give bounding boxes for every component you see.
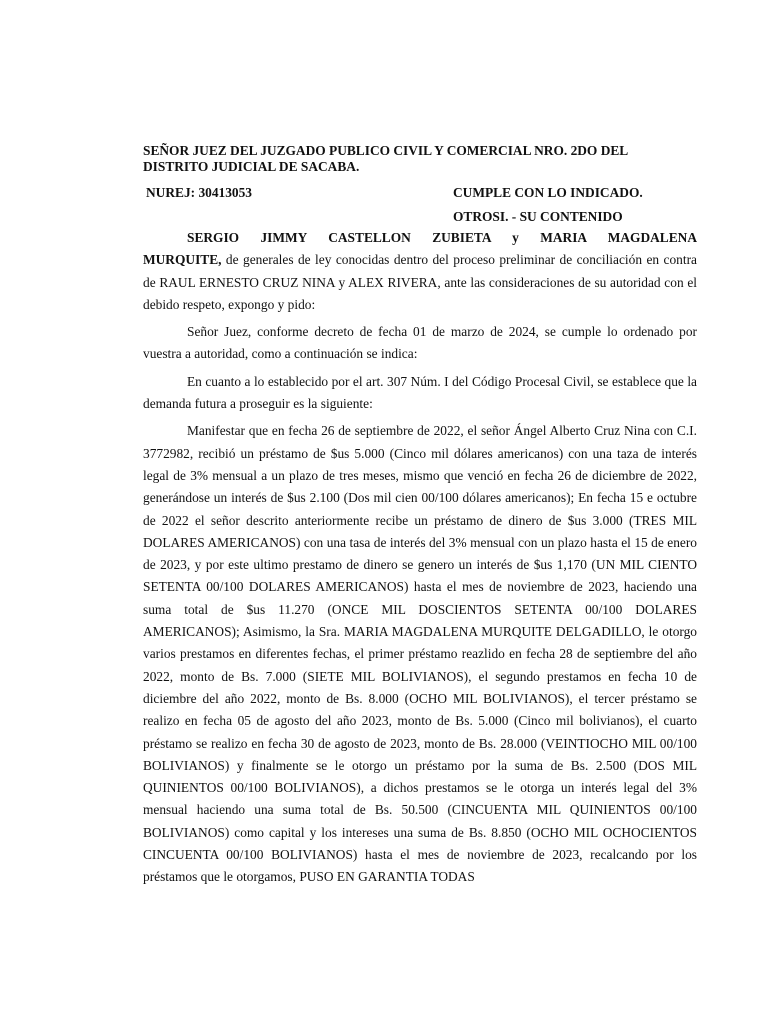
meta-spacer bbox=[143, 209, 453, 225]
sumilla-row bbox=[143, 209, 697, 225]
court-heading-line-2: DISTRITO JUDICIAL DE SACABA. bbox=[143, 159, 360, 174]
decree-paragraph: Señor Juez, conforme decreto de fecha 01 de marzo de 2024, se cumple lo ordenado por vuestra a autoridad, como a continuación se indica: bbox=[143, 324, 697, 362]
parties-surname: MURQUITE, bbox=[143, 252, 222, 268]
article-paragraph: En cuanto a lo establecido por el art. 307 Núm. I del Código Procesal Civil, se establece que la demanda futura a proseguir es la siguiente: bbox=[143, 373, 697, 412]
court-heading-line-1: SEÑOR JUEZ DEL JUZGADO PUBLICO CIVIL Y COMERCIAL NRO. 2DO DEL bbox=[143, 143, 629, 158]
nurej-number: NUREJ: 30413053 bbox=[146, 185, 253, 200]
case-info-row bbox=[143, 185, 697, 201]
document-body bbox=[143, 143, 697, 889]
sumilla-line-1: CUMPLE CON LO INDICADO. bbox=[453, 185, 643, 200]
parties-names: SERGIO JIMMY CASTELLON ZUBIETA y MARIA MAGDALENA bbox=[187, 230, 697, 245]
parties-continuation bbox=[143, 249, 697, 316]
court-heading bbox=[143, 143, 697, 175]
facts-paragraph: Manifestar que en fecha 26 de septiembre de 2022, el señor Ángel Alberto Cruz Nina con C.I. 3772982, recibió un préstamo de $us 5.000 (Cinco mil dólares americanos) con una taza de interés legal de 3% mensual a un plazo de tres meses, mismo que venció en fecha 26 de diciembre de 2022, generándose un interés de $us 2.100 (Dos mil cien 00/100 dólares americanos); En fecha 15 e octubre de 2022 el señor descrito anteriormente recibe un préstamo de dinero de $us 3.000 (TRES MIL DOLARES AMERICANOS) con una tasa de interés del 3% mensual con un plazo hasta el 15 de enero de 2023, y por este ultimo prestamo de dinero se genero un interés de $us 1,170 (UN MIL CIENTO SETENTA 00/100 DOLARES AMERICANOS) hasta el mes de noviembre de 2023, haciendo una suma total de $us 11.270 (ONCE MIL DOSCIENTOS SETENTA 00/100 DOLARES AMERICANOS); Asimismo, la Sra. MARIA MAGDALENA MURQUITE DELGADILLO, le otorgo varios prestamos en diferentes fechas, el primer préstamo reazlido en fecha 28 de septiembre del año 2022, monto de Bs. 7.000 (SIETE MIL BOLIVIANOS), el segundo prestamos en fecha 10 de diciembre del año 2022, monto de Bs. 8.000 (OCHO MIL BOLIVIANOS), el tercer préstamo se realizo en fecha 05 de agosto del año 2023, monto de Bs. 5.000 (Cinco mil bolivianos), el cuarto préstamo se realizo en fecha 30 de agosto de 2023, monto de Bs. 28.000 (VEINTIOCHO MIL 00/100 BOLIVIANOS) y finalmente se le otorgo un préstamo por la suma de Bs. 2.500 (DOS MIL QUINIENTOS 00/100 BOLIVIANOS), a dichos prestamos se le otorga un interés legal del 3% mensual haciendo una suma total de Bs. 50.500 (CINCUENTA MIL QUINIENTOS 00/100 BOLIVIANOS) como capital y los intereses una suma de Bs. 8.850 (OCHO MIL OCHOCIENTOS CINCUENTA 00/100 BOLIVIANOS) hasta el mes de noviembre de 2023, recalcando por los préstamos que le otorgamos, PUSO EN GARANTIA TODAS bbox=[143, 423, 697, 885]
parties-paragraph bbox=[143, 227, 697, 316]
sumilla-line-2: OTROSI. - SU CONTENIDO bbox=[453, 209, 623, 224]
parties-text: de generales de ley conocidas dentro del proceso preliminar de conciliación en contra de RAUL ERNESTO CRUZ NINA y ALEX RIVERA, ante las consideraciones de su autoridad con el debido respeto, expongo y pido: bbox=[143, 252, 697, 312]
